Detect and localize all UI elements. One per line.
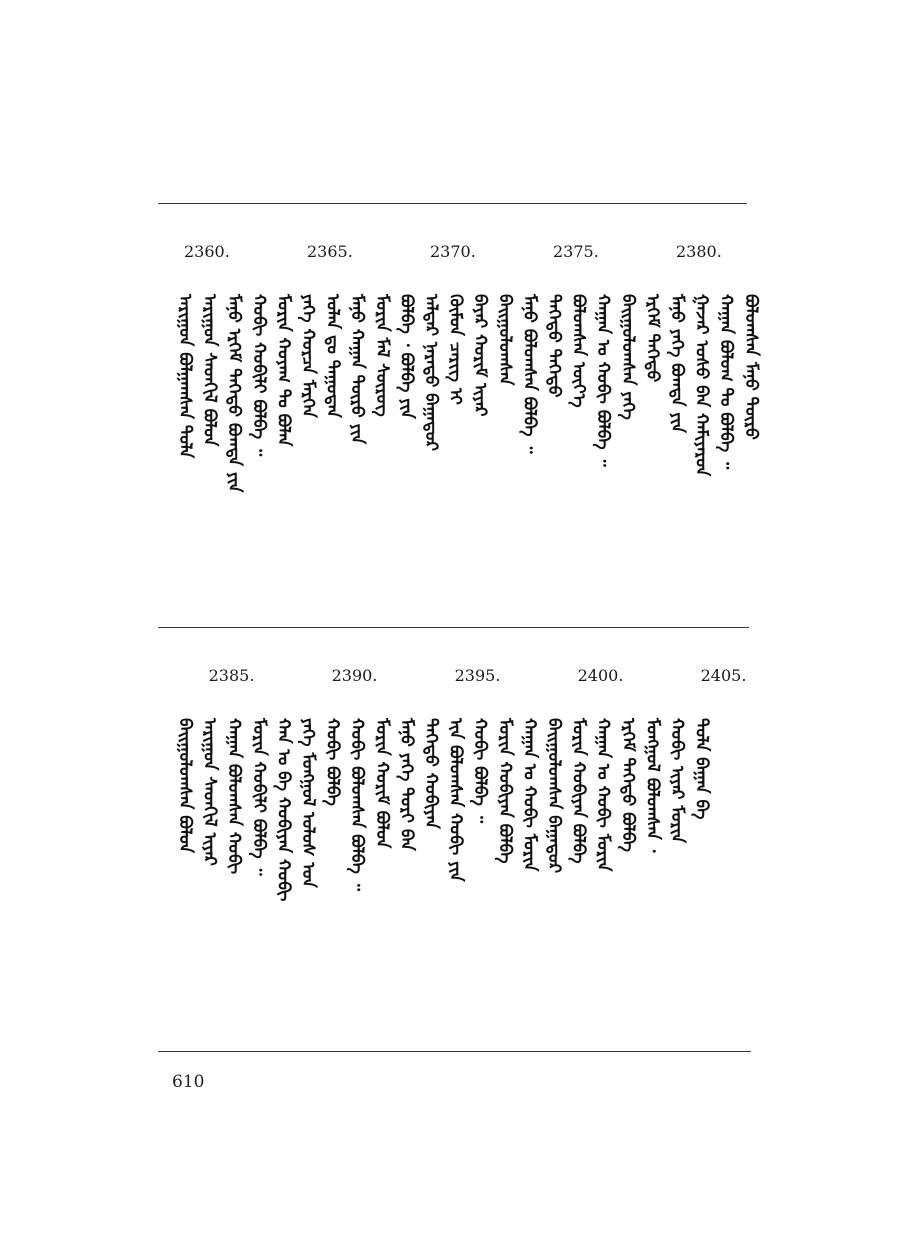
column-text: ᠬᠠᠭᠠᠨ ᠤ ᠬᠤᠪᠢ ᠪᠣᠯᠪᠠ ᠃: [593, 294, 614, 467]
text-column: [568, 210, 590, 620]
text-column: [199, 634, 221, 1044]
text-column: [371, 210, 393, 620]
line-number: 2400.: [577, 666, 624, 685]
column-text: ᠬᠠᠭᠠᠨ ᠤ ᠬᠤᠪᠢ ᠮᠣᠷᠢᠨ: [519, 718, 540, 872]
column-text: ᠮᠣᠷᠢᠨ ᠬᠤᠪᠢᠶᠠᠨ ᠪᠣᠯᠪᠠ: [568, 718, 589, 864]
top-rule: [158, 203, 747, 204]
text-column: [715, 210, 737, 620]
line-number: 2375.: [553, 242, 599, 261]
column-text: ᠢᠨ ᠪᠣᠯᠤᠭᠰᠠᠨ ᠬᠤᠪᠢ ᠶᠢᠨ: [445, 718, 466, 882]
text-column: [666, 634, 688, 1044]
text-column: [174, 634, 196, 1044]
upper-text-block: [158, 210, 761, 620]
column-text: ᠪᠠᠢᠭᠤᠯᠤᠭᠰᠠᠨ ᠪᠣᠯᠤᠨ: [175, 718, 195, 853]
lower-text-block: [158, 634, 750, 1044]
column-text: ᠬᠠᠭᠠᠨ ᠪᠤᠯᠤᠭ ᠲᠤ ᠪᠣᠯᠪᠠ ᠃: [716, 294, 737, 470]
text-column: [395, 210, 417, 620]
text-column: [297, 634, 319, 1044]
column-text: ᠬᠤᠪᠢ ᠪᠣᠯᠪᠠ: [322, 718, 343, 806]
text-column: [199, 210, 221, 620]
page-number: 610: [172, 1072, 205, 1092]
text-column: [346, 210, 368, 620]
column-text: ᠡᠷᠬᠡᠮ ᠳᠡᠭᠡᠳᠦ: [642, 294, 663, 383]
column-text: ᠮᠣᠷᠢᠨ ᠬᠤᠶᠠᠭ ᠲᠤ ᠪᠣᠯᠠᠨ: [273, 294, 294, 447]
text-column: [420, 634, 442, 1044]
text-column: [445, 634, 467, 1044]
column-text: ᠬᠦᠮᠦᠨ ᠴᠡᠷᠢᠭ ᠢ: [445, 294, 466, 405]
text-column: [592, 210, 614, 620]
column-text: ᠮᠠᠨᠤ ᠶᠡᠬᠡ ᠲᠣᠷᠢ ᠪᠠᠨ: [396, 718, 417, 851]
line-number: 2370.: [430, 242, 476, 261]
text-column: [371, 634, 393, 1044]
line-number: 2385.: [208, 666, 255, 685]
column-text: ᠣᠯᠠᠨ ᠳᠤ ᠳᠠᠭᠤᠳᠠᠨ: [322, 294, 343, 418]
column-text: ᠡᠷᠬᠡᠮ ᠳᠡᠭᠡᠳᠦ ᠪᠣᠯᠪᠠ: [617, 718, 638, 852]
line-number: 2360.: [184, 242, 230, 261]
text-column: [272, 210, 294, 620]
column-text: ᠮᠠᠨᠤ ᠡᠷᠬᠡᠮ ᠳᠡᠭᠡᠳᠦ ᠪᠣᠭᠳᠠ ᠶᠢᠨ: [224, 294, 245, 493]
column-text: ᠮᠣᠷᠢᠨ ᠬᠤᠪᠢᠶᠠᠨ ᠪᠣᠯᠪᠠ: [494, 718, 515, 864]
column-text: ᠬᠠᠭᠠᠨ ᠤ ᠬᠤᠪᠢ ᠮᠣᠷᠢᠨ: [593, 718, 614, 872]
line-number: 2365.: [307, 242, 353, 261]
text-column: [518, 210, 540, 620]
middle-rule: [158, 627, 749, 628]
line-number: 2390.: [331, 666, 378, 685]
column-text: ᠬᠤᠪᠢ ᠬᠤᠪᠢᠯᠢ ᠪᠣᠯᠪᠠ ᠃: [248, 294, 269, 457]
bottom-rule: [158, 1051, 751, 1052]
text-column: [641, 634, 663, 1044]
text-column: [322, 634, 344, 1044]
text-column: [248, 634, 270, 1044]
column-text: ᠮᠣᠷᠢᠨ ᠮᠠᠯ ᠰᠦᠷᠦᠭ: [371, 294, 392, 417]
text-column: [322, 210, 344, 620]
text-column: [223, 634, 245, 1044]
text-column: [469, 634, 491, 1044]
text-column: [223, 210, 245, 620]
column-text: ᠪᠣᠯᠤᠭᠰᠠᠨ ᠦᠶ᠎ᠡ: [568, 294, 589, 408]
text-column: [518, 634, 540, 1044]
text-column: [666, 210, 688, 620]
text-column: [543, 210, 565, 620]
column-text: ᠪᠠᠶᠠᠷ ᠬᠤᠷᠢᠮ ᠢᠶᠡᠷ: [470, 294, 491, 417]
column-text: ᠠᠷᠢᠭᠤᠨ ᠪᠣᠯᠭᠠᠭᠰᠠᠨ ᠲᠤᠯᠠ: [175, 294, 195, 459]
text-column: [568, 634, 590, 1044]
column-text: ᠮᠣᠩᠭᠣᠯ ᠪᠣᠯᠤᠭᠰᠠᠨ ᠂: [642, 718, 663, 853]
column-text: ᠬᠤᠪᠢ ᠪᠣᠯᠤᠭᠰᠠᠨ ᠪᠣᠯᠪᠠ ᠃: [347, 718, 368, 891]
column-text: ᠲᠤᠯᠠ ᠪᠠᠭᠠᠨ ᠪᠠ: [691, 718, 712, 820]
column-text: ᠪᠠᠢᠭᠤᠯᠤᠭᠰᠠᠨ: [494, 294, 515, 386]
text-column: [297, 210, 319, 620]
text-column: [395, 634, 417, 1044]
column-text: ᠮᠠᠨᠤ ᠬᠠᠭᠠᠨ ᠲᠦᠷᠦ ᠶᠢᠨ: [347, 294, 368, 445]
column-text: ᠳᠡᠭᠡᠳᠦ ᠳᠡᠭᠡᠳᠦ: [544, 294, 564, 398]
text-column: [174, 210, 196, 620]
text-column: [248, 210, 270, 620]
text-column: [740, 210, 762, 620]
text-column: [691, 210, 713, 620]
column-text: ᠬᠤᠪᠢ ᠪᠣᠯᠪᠠ ᠃: [470, 718, 491, 824]
column-text: ᠶᠡᠬᠡ ᠬᠤᠷᠴᠠ ᠮᠡᠷᠭᠡᠨ: [298, 294, 318, 418]
column-text: ᠠᠯᠳᠠᠷ ᠨᠡᠷᠡᠲᠦ ᠪᠠᠭᠠᠲᠤᠷ: [421, 294, 441, 451]
text-column: [592, 634, 614, 1044]
text-column: [543, 634, 565, 1044]
text-column: [494, 210, 516, 620]
column-text: ᠮᠠᠨᠤ ᠪᠣᠯᠤᠭᠰᠠᠨ ᠪᠣᠯᠪᠠ ᠃: [519, 294, 540, 454]
text-column: [445, 210, 467, 620]
column-text: ᠮᠣᠷᠢᠨ ᠬᠤᠪᠢᠯᠢ ᠪᠣᠯᠪᠠ ᠃: [248, 718, 269, 876]
column-text: ᠠᠷᠢᠭᠤᠨ ᠰᠡᠳᠬᠢᠯ ᠪᠣᠯᠤᠨ: [199, 294, 220, 447]
column-text: ᠳᠡᠭᠡᠳᠦ ᠬᠤᠪᠢᠶᠠᠨ: [421, 718, 441, 829]
text-column: [494, 634, 516, 1044]
column-text: ᠪᠣᠯᠪᠠ ᠂ ᠪᠣᠯᠪᠠ ᠶᠢᠨ: [396, 294, 417, 419]
column-text: ᠪᠠᠢᠭᠤᠯᠤᠭᠰᠠᠨ ᠶᠡᠬᠡ: [617, 294, 638, 420]
line-number: 2405.: [700, 666, 747, 685]
column-text: ᠪᠠᠢᠭᠤᠯᠤᠭᠰᠠᠨ ᠪᠠᠭᠠᠲᠤᠷ: [544, 718, 564, 874]
text-column: [420, 210, 442, 620]
text-column: [641, 210, 663, 620]
text-column: [469, 210, 491, 620]
column-text: ᠬᠠᠨ ᠤ ᠪᠠ ᠬᠤᠪᠢᠶᠠᠨ ᠬᠤᠪᠢ: [273, 718, 294, 902]
line-number: 2395.: [454, 666, 501, 685]
column-text: ᠬᠤᠪᠢ ᠢᠶᠡᠷ ᠮᠣᠷᠢᠨ: [667, 718, 687, 843]
column-text: ᠶᠡᠬᠡ ᠮᠣᠩᠭᠣᠯ ᠤᠯᠤᠰ ᠤᠨ: [298, 718, 318, 888]
column-text: ᠬᠠᠭᠠᠨ ᠪᠣᠯᠤᠭᠰᠠᠨ ᠬᠤᠪᠢ: [224, 718, 245, 875]
column-text: ᠪᠣᠯᠤᠭᠰᠠᠨ ᠮᠠᠨᠤ ᠲᠦᠷᠦ: [740, 294, 761, 440]
text-column: [272, 634, 294, 1044]
line-number: 2380.: [676, 242, 722, 261]
column-text: ᠮᠠᠨᠤ ᠶᠡᠬᠡ ᠪᠣᠭᠳᠠ ᠶᠢᠨ: [667, 294, 687, 433]
column-text: ᠭᠠᠵᠠᠷ ᠤᠰᠤ ᠪᠠᠨ ᠬᠠᠮᠢᠶᠠᠷᠤᠨ: [691, 294, 712, 477]
text-column: [617, 634, 639, 1044]
text-column: [691, 634, 713, 1044]
column-text: ᠠᠷᠢᠭᠤᠨ ᠰᠡᠳᠬᠢᠯ ᠢᠶᠡᠷ: [199, 718, 220, 866]
text-column: [617, 210, 639, 620]
text-column: [346, 634, 368, 1044]
column-text: ᠮᠣᠷᠢᠨ ᠬᠤᠷᠢᠮ ᠪᠣᠯᠤᠨ: [371, 718, 392, 849]
